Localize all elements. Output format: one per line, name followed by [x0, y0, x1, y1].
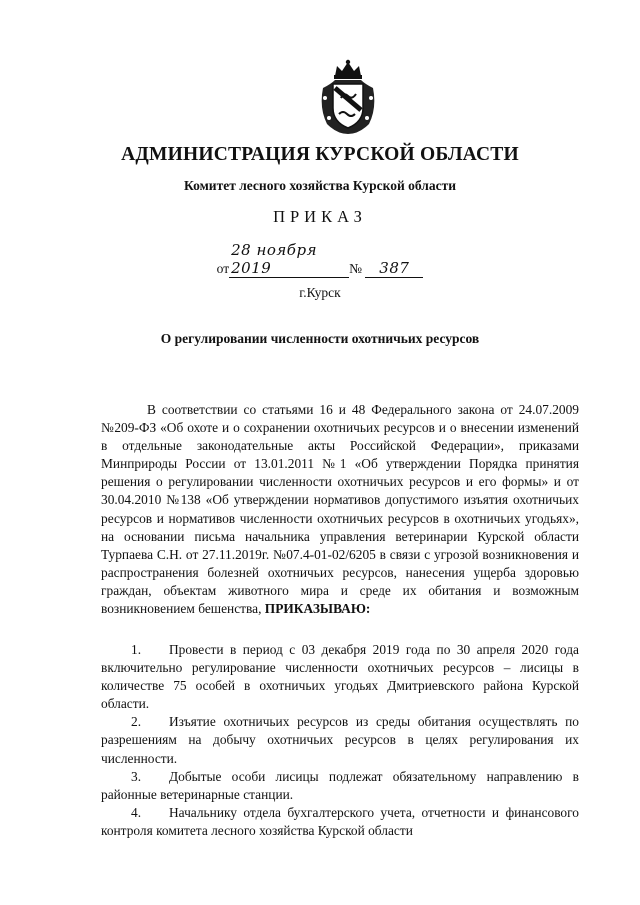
order-date-number	[0, 241, 640, 278]
item-text: Изъятие охотничьих ресурсов из среды обитания осуществлять по разрешениям на добычу охотничьих ресурсов в целях регулирования их численности.	[101, 714, 579, 766]
list-item	[101, 804, 579, 840]
item-text: Добытые особи лисицы подлежат обязательному направлению в районные ветеринарные станции.	[101, 768, 579, 802]
list-item	[101, 641, 579, 713]
item-text: Начальнику отдела бухгалтерского учета, отчетности и финансового контроля комитета лесного хозяйства Курской области	[101, 804, 579, 838]
item-number: 4.	[131, 804, 142, 820]
list-item	[101, 768, 579, 804]
list-item	[101, 713, 579, 767]
coat-of-arms-icon	[317, 58, 379, 136]
city: г.Курск	[299, 285, 341, 300]
order-subject: О регулировании численности охотничьих ресурсов	[160, 331, 480, 346]
order-items	[101, 641, 579, 840]
committee-name: Комитет лесного хозяйства Курской области	[183, 178, 456, 193]
item-number: 3.	[131, 768, 142, 784]
document-type: ПРИКАЗ	[273, 207, 367, 226]
handwritten-number: 387	[365, 259, 423, 278]
org-title: АДМИНИСТРАЦИЯ КУРСКОЙ ОБЛАСТИ	[121, 144, 519, 165]
preamble-text: В соответствии со статьями 16 и 48 Федерального закона от 24.07.2009 №209-ФЗ «Об охоте и о сохранении охотничьих ресурсов и о внесении изменений в отдельные законодательные акты Российской Федерации», приказами Минприроды России от 13.01.2011 №1 «Об утверждении Порядка принятия решения о регулировании численности охотничьих ресурсов и его формы» и от 30.04.2010 №138 «Об утверждении нормативов допустимого изъятия охотничьих ресурсов и нормативов численности охотничьих ресурсов в охотничьих угодьях», на основании письма начальника управления ветеринарии Курской области Турпаева С.Н. от 27.11.2019г. №07.4-01-02/6205 в связи с угрозой возникновения и распространения болезней охотничьих ресурсов, нанесения ущерба здоровью граждан, объектам животного мира и среде их обитания и возможным возникновением бешенства,	[101, 402, 579, 617]
item-text: Провести в период с 03 декабря 2019 года по 30 апреля 2020 года включительно регулирование численности охотничьих ресурсов – лисицы в количестве 75 особей в охотничьих угодьях Дмитриевского района Курской области.	[101, 642, 579, 712]
number-prefix: №	[349, 261, 362, 276]
preamble	[101, 401, 579, 618]
handwritten-date: 28 ноября 2019	[229, 241, 349, 278]
item-number: 1.	[131, 642, 142, 657]
item-number: 2.	[131, 714, 142, 730]
order-word: ПРИКАЗЫВАЮ:	[264, 601, 371, 617]
date-prefix: от	[216, 261, 230, 276]
preamble-paragraph	[101, 401, 579, 618]
